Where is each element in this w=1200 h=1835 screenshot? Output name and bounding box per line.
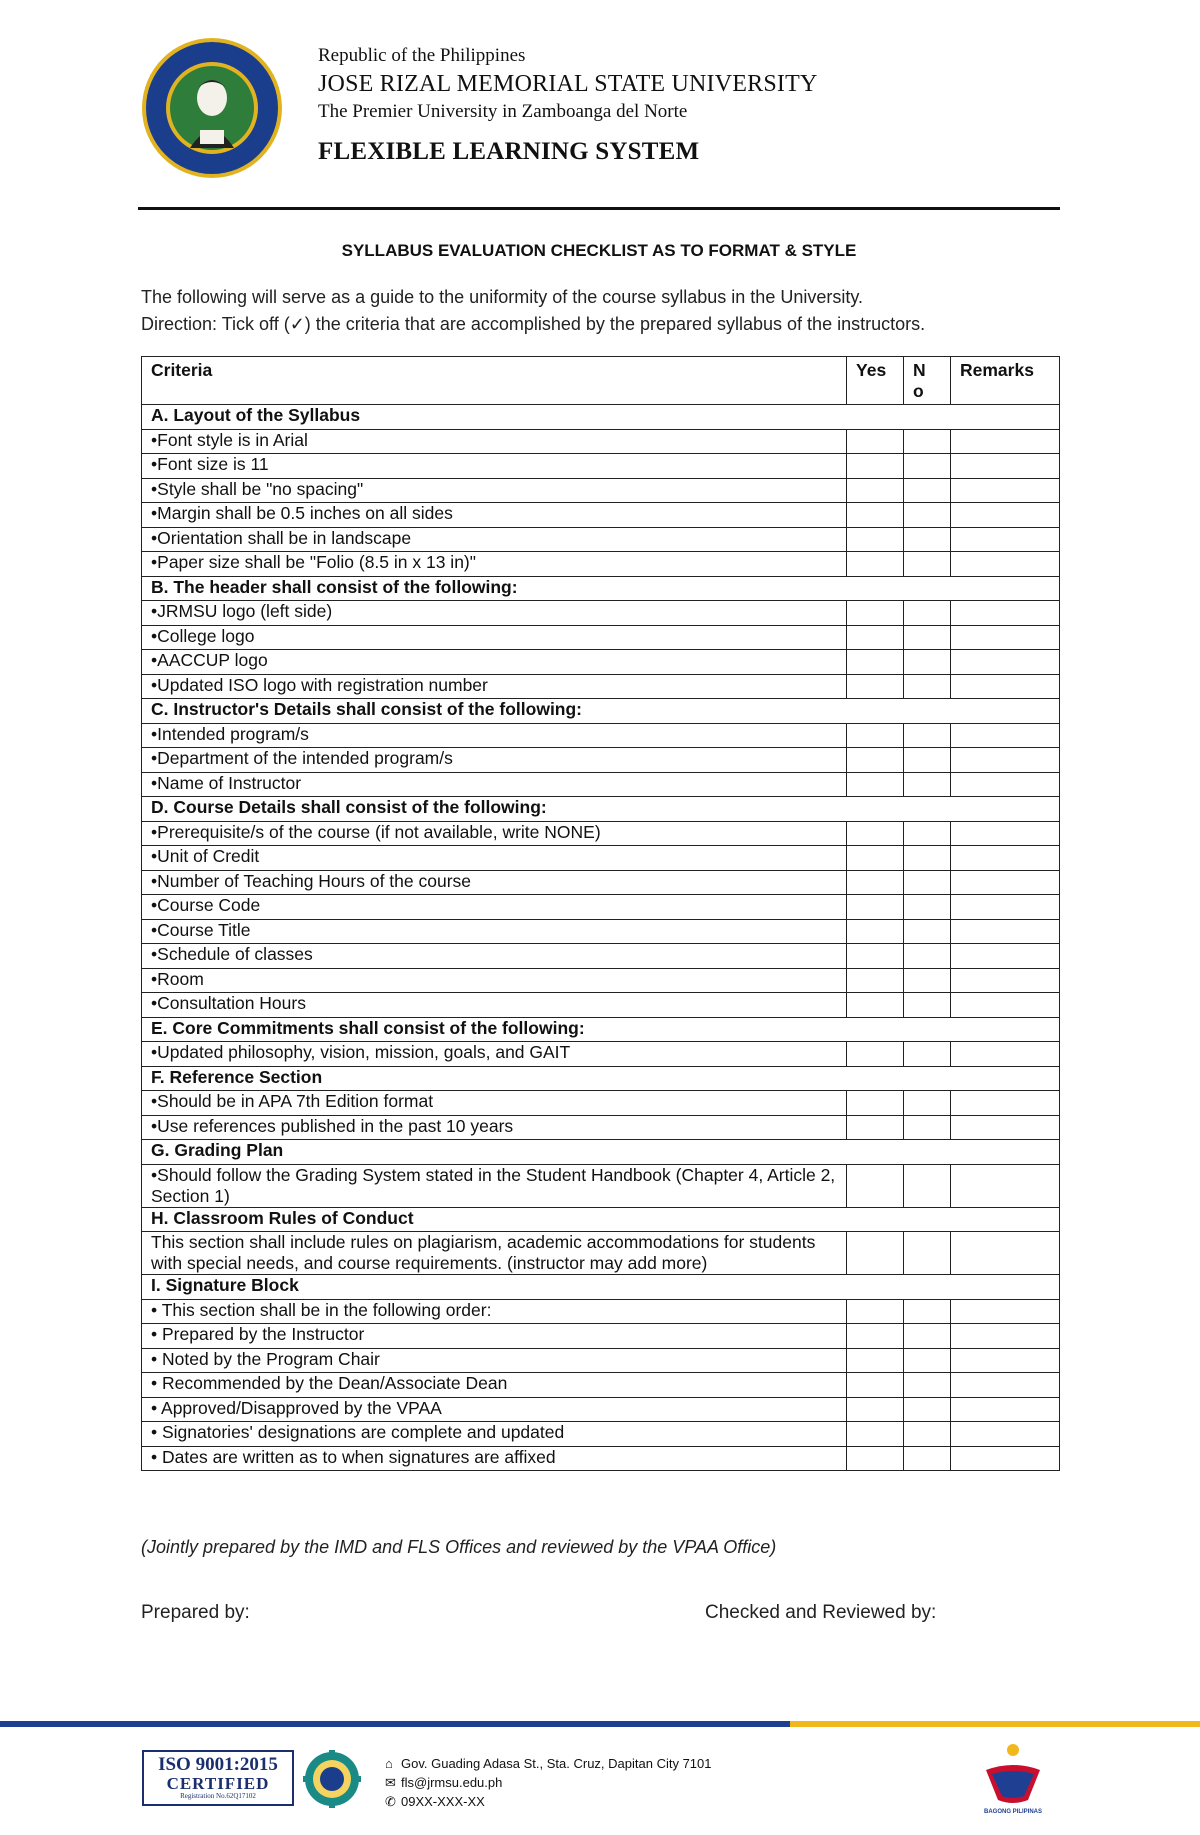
yes-checkbox-cell[interactable] xyxy=(847,503,904,528)
remarks-cell[interactable] xyxy=(951,1348,1060,1373)
no-checkbox-cell[interactable] xyxy=(904,1115,951,1140)
criteria-row xyxy=(142,895,1060,920)
no-checkbox-cell[interactable] xyxy=(904,870,951,895)
system-name: FLEXIBLE LEARNING SYSTEM xyxy=(318,138,700,165)
criteria-row xyxy=(142,1164,1060,1207)
criteria-row xyxy=(142,601,1060,626)
yes-checkbox-cell[interactable] xyxy=(847,772,904,797)
criteria-row xyxy=(142,772,1060,797)
criteria-row xyxy=(142,1232,1060,1275)
yes-checkbox-cell[interactable] xyxy=(847,1299,904,1324)
remarks-cell[interactable] xyxy=(951,1422,1060,1447)
bullet-icon: • xyxy=(151,1042,158,1062)
criteria-text xyxy=(142,1299,847,1324)
criteria-row xyxy=(142,1324,1060,1349)
criteria-label: Font size is 11 xyxy=(157,454,269,474)
criteria-text xyxy=(142,919,847,944)
remarks-cell[interactable] xyxy=(951,454,1060,479)
no-checkbox-cell[interactable] xyxy=(904,919,951,944)
bullet-icon: • xyxy=(151,478,158,499)
criteria-label: Paper size shall be "Folio (8.5 in x 13 in)" xyxy=(157,552,476,572)
yes-checkbox-cell[interactable] xyxy=(847,1373,904,1398)
criteria-text xyxy=(142,1348,847,1373)
bullet-icon: • xyxy=(151,968,158,989)
no-checkbox-cell[interactable] xyxy=(904,821,951,846)
header-divider xyxy=(138,207,1060,210)
bullet-icon: • xyxy=(151,1397,162,1418)
yes-header: Yes xyxy=(847,357,904,405)
footer-bar-yellow xyxy=(790,1721,1200,1727)
criteria-row xyxy=(142,821,1060,846)
criteria-label: Should follow the Grading System stated in the Student Handbook (Chapter 4, Article 2, Section 1) xyxy=(151,1164,836,1206)
criteria-label: Should be in APA 7th Edition format xyxy=(157,1091,434,1111)
no-checkbox-cell[interactable] xyxy=(904,1373,951,1398)
no-checkbox-cell[interactable] xyxy=(904,454,951,479)
bullet-icon: • xyxy=(151,1446,162,1467)
bullet-icon: • xyxy=(151,674,158,695)
bullet-icon: • xyxy=(151,1373,162,1393)
no-checkbox-cell[interactable] xyxy=(904,1299,951,1324)
criteria-text: This section shall include rules on plagiarism, academic accommodations for students with special needs, and course requirements. (instructor may add more) xyxy=(142,1232,847,1275)
no-checkbox-cell[interactable] xyxy=(904,601,951,626)
iso-certified: CERTIFIED xyxy=(166,1774,270,1793)
remarks-cell[interactable] xyxy=(951,1164,1060,1207)
bullet-icon: • xyxy=(151,993,158,1013)
checked-by-label: Checked and Reviewed by: xyxy=(705,1602,937,1623)
criteria-text xyxy=(142,674,847,699)
bullet-icon: • xyxy=(151,503,158,523)
criteria-label: College logo xyxy=(157,625,255,646)
iso-title: ISO 9001:2015 xyxy=(158,1754,278,1775)
yes-checkbox-cell[interactable] xyxy=(847,870,904,895)
criteria-text xyxy=(142,625,847,650)
criteria-text xyxy=(142,552,847,577)
criteria-row xyxy=(142,919,1060,944)
section-title: D. Course Details shall consist of the following: xyxy=(142,797,1060,822)
prepared-by-label: Prepared by: xyxy=(141,1602,250,1623)
remarks-cell[interactable] xyxy=(951,552,1060,577)
criteria-text xyxy=(142,429,847,454)
bullet-icon: • xyxy=(151,748,158,768)
criteria-text xyxy=(142,821,847,846)
bullet-icon: • xyxy=(151,1115,158,1136)
bagong-pilipinas-text: BAGONG PILIPINAS xyxy=(983,1809,1043,1815)
criteria-text xyxy=(142,1446,847,1471)
iso-certified-logo xyxy=(142,1750,294,1806)
remarks-cell[interactable] xyxy=(951,1446,1060,1471)
no-checkbox-cell[interactable] xyxy=(904,968,951,993)
yes-checkbox-cell[interactable] xyxy=(847,625,904,650)
remarks-cell[interactable] xyxy=(951,1397,1060,1422)
criteria-label: Schedule of classes xyxy=(157,944,313,964)
section-title: F. Reference Section xyxy=(142,1066,1060,1091)
yes-checkbox-cell[interactable] xyxy=(847,601,904,626)
bullet-icon: • xyxy=(151,527,158,548)
no-checkbox-cell[interactable] xyxy=(904,1348,951,1373)
remarks-cell[interactable] xyxy=(951,1299,1060,1324)
yes-checkbox-cell[interactable] xyxy=(847,919,904,944)
criteria-label: Style shall be "no spacing" xyxy=(157,478,364,499)
criteria-text xyxy=(142,650,847,675)
remarks-cell[interactable] xyxy=(951,674,1060,699)
intro-text xyxy=(141,284,925,338)
criteria-label: Signatories' designations are complete and updated xyxy=(162,1422,565,1442)
no-checkbox-cell[interactable] xyxy=(904,895,951,920)
section-title: A. Layout of the Syllabus xyxy=(142,405,1060,430)
no-checkbox-cell[interactable] xyxy=(904,650,951,675)
criteria-text xyxy=(142,772,847,797)
remarks-cell[interactable] xyxy=(951,1091,1060,1116)
university-tagline: The Premier University in Zamboanga del Norte xyxy=(318,101,688,122)
section-title: G. Grading Plan xyxy=(142,1140,1060,1165)
criteria-row xyxy=(142,454,1060,479)
criteria-text xyxy=(142,478,847,503)
bullet-icon: • xyxy=(151,772,158,793)
criteria-label: Orientation shall be in landscape xyxy=(157,527,412,548)
remarks-cell[interactable] xyxy=(951,1373,1060,1398)
no-checkbox-cell[interactable] xyxy=(904,527,951,552)
address-text: Gov. Guading Adasa St., Sta. Cruz, Dapitan City 7101 xyxy=(401,1756,712,1771)
criteria-row xyxy=(142,870,1060,895)
bullet-icon: • xyxy=(151,821,158,842)
phone-text: 09XX-XXX-XX xyxy=(401,1794,485,1809)
bullet-icon: • xyxy=(151,552,158,572)
yes-checkbox-cell[interactable] xyxy=(847,1324,904,1349)
criteria-row xyxy=(142,1446,1060,1471)
no-checkbox-cell[interactable] xyxy=(904,1446,951,1471)
yes-checkbox-cell[interactable] xyxy=(847,1042,904,1067)
yes-checkbox-cell[interactable] xyxy=(847,454,904,479)
criteria-label: Prepared by the Instructor xyxy=(162,1324,365,1344)
flexible-learning-gear-logo xyxy=(303,1750,361,1808)
criteria-text xyxy=(142,454,847,479)
criteria-row xyxy=(142,1348,1060,1373)
section-title: I. Signature Block xyxy=(142,1275,1060,1300)
criteria-label: Font style is in Arial xyxy=(157,429,308,450)
yes-checkbox-cell[interactable] xyxy=(847,1164,904,1207)
no-checkbox-cell[interactable] xyxy=(904,478,951,503)
no-checkbox-cell[interactable] xyxy=(904,723,951,748)
criteria-text xyxy=(142,601,847,626)
bagong-pilipinas-logo xyxy=(978,1740,1048,1816)
criteria-row xyxy=(142,1373,1060,1398)
criteria-row xyxy=(142,748,1060,773)
remarks-cell[interactable] xyxy=(951,846,1060,871)
yes-checkbox-cell[interactable] xyxy=(847,527,904,552)
bullet-icon: • xyxy=(151,1422,162,1442)
no-checkbox-cell[interactable] xyxy=(904,674,951,699)
remarks-cell[interactable] xyxy=(951,748,1060,773)
bullet-icon: • xyxy=(151,723,158,744)
no-checkbox-cell[interactable] xyxy=(904,1232,951,1275)
document-title: SYLLABUS EVALUATION CHECKLIST AS TO FORMAT & STYLE xyxy=(341,241,857,260)
bullet-icon: • xyxy=(151,919,158,940)
criteria-row xyxy=(142,1091,1060,1116)
yes-checkbox-cell[interactable] xyxy=(847,1232,904,1275)
no-checkbox-cell[interactable] xyxy=(904,1397,951,1422)
criteria-label: Approved/Disapproved by the VPAA xyxy=(161,1397,442,1418)
criteria-text xyxy=(142,993,847,1018)
yes-checkbox-cell[interactable] xyxy=(847,1422,904,1447)
criteria-row xyxy=(142,625,1060,650)
bullet-icon: • xyxy=(151,650,158,670)
section-row xyxy=(142,405,1060,430)
criteria-label: Department of the intended program/s xyxy=(157,748,453,768)
criteria-text xyxy=(142,748,847,773)
criteria-text xyxy=(142,1164,847,1207)
remarks-cell[interactable] xyxy=(951,503,1060,528)
footer-bar-blue xyxy=(0,1721,790,1727)
remarks-cell[interactable] xyxy=(951,821,1060,846)
yes-checkbox-cell[interactable] xyxy=(847,1348,904,1373)
bullet-icon: • xyxy=(151,1091,158,1111)
criteria-text xyxy=(142,870,847,895)
criteria-row xyxy=(142,674,1060,699)
bullet-icon: • xyxy=(151,1164,158,1185)
criteria-row xyxy=(142,429,1060,454)
no-checkbox-cell[interactable] xyxy=(904,429,951,454)
criteria-label: Number of Teaching Hours of the course xyxy=(157,870,472,891)
remarks-cell[interactable] xyxy=(951,968,1060,993)
criteria-row xyxy=(142,993,1060,1018)
remarks-header: Remarks xyxy=(951,357,1060,405)
bullet-icon: • xyxy=(151,1324,162,1344)
email-line xyxy=(385,1773,711,1792)
criteria-row xyxy=(142,944,1060,969)
intro-line-1: The following will serve as a guide to the uniformity of the course syllabus in the University. xyxy=(141,287,864,307)
yes-checkbox-cell[interactable] xyxy=(847,478,904,503)
yes-checkbox-cell[interactable] xyxy=(847,552,904,577)
section-title: H. Classroom Rules of Conduct xyxy=(142,1207,1060,1232)
criteria-text xyxy=(142,1042,847,1067)
no-checkbox-cell[interactable] xyxy=(904,552,951,577)
criteria-label: Updated philosophy, vision, mission, goals, and GAIT xyxy=(157,1042,571,1062)
bullet-icon: • xyxy=(151,625,158,646)
remarks-cell[interactable] xyxy=(951,1115,1060,1140)
bullet-icon: • xyxy=(151,846,158,866)
yes-checkbox-cell[interactable] xyxy=(847,650,904,675)
section-row xyxy=(142,1066,1060,1091)
remarks-cell[interactable] xyxy=(951,944,1060,969)
criteria-row xyxy=(142,1115,1060,1140)
remarks-cell[interactable] xyxy=(951,895,1060,920)
no-checkbox-cell[interactable] xyxy=(904,1091,951,1116)
no-checkbox-cell[interactable] xyxy=(904,503,951,528)
bullet-icon: • xyxy=(151,870,158,891)
remarks-cell[interactable] xyxy=(951,1232,1060,1275)
email-text: fls@jrmsu.edu.ph xyxy=(401,1775,503,1790)
criteria-row xyxy=(142,1397,1060,1422)
no-checkbox-cell[interactable] xyxy=(904,944,951,969)
home-icon: ⌂ xyxy=(385,1756,393,1771)
phone-icon: ✆ xyxy=(385,1794,396,1809)
criteria-label: Room xyxy=(157,968,204,989)
criteria-row xyxy=(142,527,1060,552)
remarks-cell[interactable] xyxy=(951,919,1060,944)
criteria-text xyxy=(142,968,847,993)
no-checkbox-cell[interactable] xyxy=(904,1422,951,1447)
criteria-text xyxy=(142,895,847,920)
section-row xyxy=(142,699,1060,724)
yes-checkbox-cell[interactable] xyxy=(847,895,904,920)
section-row xyxy=(142,1140,1060,1165)
university-name: JOSE RIZAL MEMORIAL STATE UNIVERSITY xyxy=(318,71,818,97)
checklist-table xyxy=(141,356,1060,1471)
criteria-row xyxy=(142,968,1060,993)
criteria-label: Use references published in the past 10 years xyxy=(157,1115,514,1136)
yes-checkbox-cell[interactable] xyxy=(847,968,904,993)
section-title: C. Instructor's Details shall consist of the following: xyxy=(142,699,1060,724)
criteria-label: Course Code xyxy=(157,895,261,915)
criteria-label: Intended program/s xyxy=(157,723,309,744)
criteria-header: Criteria xyxy=(142,357,847,405)
no-header: N o xyxy=(904,357,951,405)
criteria-text xyxy=(142,846,847,871)
yes-checkbox-cell[interactable] xyxy=(847,944,904,969)
no-checkbox-cell[interactable] xyxy=(904,993,951,1018)
yes-checkbox-cell[interactable] xyxy=(847,723,904,748)
criteria-text xyxy=(142,1091,847,1116)
criteria-row xyxy=(142,1299,1060,1324)
yes-checkbox-cell[interactable] xyxy=(847,1446,904,1471)
remarks-cell[interactable] xyxy=(951,625,1060,650)
bullet-icon: • xyxy=(151,944,158,964)
criteria-label: Updated ISO logo with registration number xyxy=(157,674,488,695)
criteria-text xyxy=(142,1422,847,1447)
criteria-text xyxy=(142,503,847,528)
criteria-label: Unit of Credit xyxy=(157,846,260,866)
criteria-row xyxy=(142,846,1060,871)
criteria-text xyxy=(142,723,847,748)
criteria-row xyxy=(142,478,1060,503)
no-checkbox-cell[interactable] xyxy=(904,748,951,773)
university-seal-logo xyxy=(140,36,284,180)
criteria-text xyxy=(142,944,847,969)
criteria-row xyxy=(142,552,1060,577)
no-checkbox-cell[interactable] xyxy=(904,846,951,871)
section-row xyxy=(142,797,1060,822)
section-row xyxy=(142,576,1060,601)
bullet-icon: • xyxy=(151,429,158,450)
criteria-text xyxy=(142,1397,847,1422)
no-checkbox-cell[interactable] xyxy=(904,1042,951,1067)
section-title: E. Core Commitments shall consist of the following: xyxy=(142,1017,1060,1042)
criteria-text xyxy=(142,1324,847,1349)
criteria-label: Prerequisite/s of the course (if not available, write NONE) xyxy=(157,821,601,842)
remarks-cell[interactable] xyxy=(951,772,1060,797)
section-row xyxy=(142,1017,1060,1042)
section-row xyxy=(142,1275,1060,1300)
yes-checkbox-cell[interactable] xyxy=(847,993,904,1018)
table-header-row xyxy=(142,357,1060,405)
criteria-row xyxy=(142,723,1060,748)
criteria-row xyxy=(142,1042,1060,1067)
yes-checkbox-cell[interactable] xyxy=(847,1115,904,1140)
criteria-label: Name of Instructor xyxy=(157,772,302,793)
contact-info xyxy=(385,1754,711,1811)
remarks-cell[interactable] xyxy=(951,527,1060,552)
bullet-icon: • xyxy=(151,601,158,621)
criteria-label: AACCUP logo xyxy=(157,650,268,670)
section-row xyxy=(142,1207,1060,1232)
yes-checkbox-cell[interactable] xyxy=(847,846,904,871)
criteria-label: Noted by the Program Chair xyxy=(162,1348,380,1369)
header-text xyxy=(318,44,817,166)
remarks-cell[interactable] xyxy=(951,723,1060,748)
email-icon: ✉ xyxy=(385,1775,396,1790)
bullet-icon: • xyxy=(151,454,158,474)
phone-line xyxy=(385,1792,711,1811)
yes-checkbox-cell[interactable] xyxy=(847,674,904,699)
criteria-label: Dates are written as to when signatures are affixed xyxy=(162,1446,556,1467)
section-title: B. The header shall consist of the following: xyxy=(142,576,1060,601)
criteria-label: JRMSU logo (left side) xyxy=(157,601,333,621)
remarks-cell[interactable] xyxy=(951,870,1060,895)
bullet-icon: • xyxy=(151,1299,162,1320)
remarks-cell[interactable] xyxy=(951,478,1060,503)
remarks-cell[interactable] xyxy=(951,1042,1060,1067)
remarks-cell[interactable] xyxy=(951,650,1060,675)
criteria-text xyxy=(142,527,847,552)
criteria-label: Consultation Hours xyxy=(157,993,306,1013)
criteria-row xyxy=(142,650,1060,675)
no-checkbox-cell[interactable] xyxy=(904,1164,951,1207)
criteria-row xyxy=(142,1422,1060,1447)
remarks-cell[interactable] xyxy=(951,1324,1060,1349)
criteria-label: Margin shall be 0.5 inches on all sides xyxy=(157,503,453,523)
yes-checkbox-cell[interactable] xyxy=(847,429,904,454)
intro-line-2: Direction: Tick off (✓) the criteria that are accomplished by the prepared syllabus of the instructors. xyxy=(141,314,926,334)
no-checkbox-cell[interactable] xyxy=(904,772,951,797)
remarks-cell[interactable] xyxy=(951,601,1060,626)
yes-checkbox-cell[interactable] xyxy=(847,821,904,846)
criteria-label: Recommended by the Dean/Associate Dean xyxy=(162,1373,508,1393)
bullet-icon: • xyxy=(151,1348,162,1369)
criteria-text xyxy=(142,1373,847,1398)
remarks-cell[interactable] xyxy=(951,429,1060,454)
republic-label: Republic of the Philippines xyxy=(318,45,526,66)
no-checkbox-cell[interactable] xyxy=(904,1324,951,1349)
criteria-label: Course Title xyxy=(157,919,251,940)
criteria-text xyxy=(142,1115,847,1140)
criteria-row xyxy=(142,503,1060,528)
remarks-cell[interactable] xyxy=(951,993,1060,1018)
iso-registration: Registration No.62Q17102 xyxy=(180,1792,256,1800)
address-line xyxy=(385,1754,711,1773)
bullet-icon: • xyxy=(151,895,158,915)
yes-checkbox-cell[interactable] xyxy=(847,748,904,773)
yes-checkbox-cell[interactable] xyxy=(847,1091,904,1116)
criteria-label: This section shall be in the following order: xyxy=(161,1299,492,1320)
footnote: (Jointly prepared by the IMD and FLS Offices and reviewed by the VPAA Office) xyxy=(141,1537,777,1557)
no-checkbox-cell[interactable] xyxy=(904,625,951,650)
yes-checkbox-cell[interactable] xyxy=(847,1397,904,1422)
